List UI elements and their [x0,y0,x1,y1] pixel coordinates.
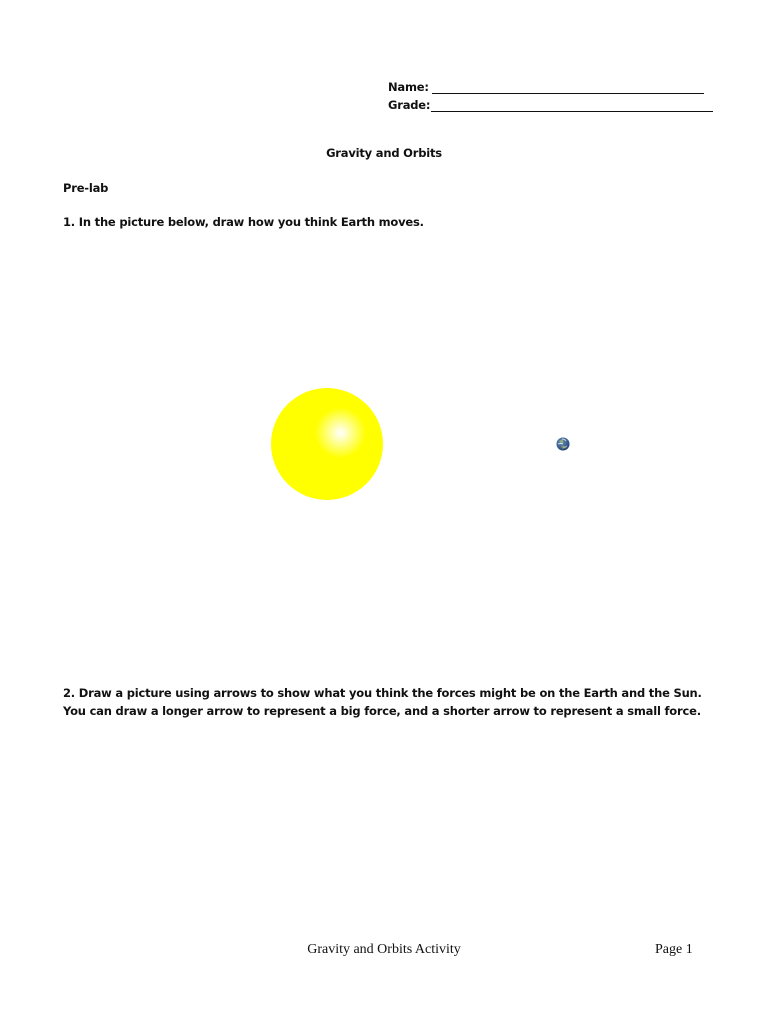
footer-title: Gravity and Orbits Activity [307,942,461,957]
question-1: 1. In the picture below, draw how you think Earth moves. [63,215,424,229]
footer-page-number: Page 1 [655,942,693,957]
question-2 [63,684,702,720]
earth [557,438,570,451]
earth-land-2 [561,446,566,449]
student-info-block [388,76,708,112]
name-row [388,76,708,94]
section-heading: Pre-lab [63,181,109,195]
sun [271,388,383,500]
document-title: Gravity and Orbits [326,146,442,160]
earth-ocean [557,438,570,451]
earth-land [559,440,563,444]
grade-field-line [431,98,713,112]
name-field-line [432,80,704,94]
question-2-line-2: You can draw a longer arrow to represent a big force, and a shorter arrow to represent a small force. [63,704,701,718]
name-label: Name: [388,80,429,94]
question-2-line-1: 2. Draw a picture using arrows to show what you think the forces might be on the Earth and the Sun. [63,686,702,700]
grade-label: Grade: [388,98,431,112]
earth-clouds [558,439,567,447]
grade-row [388,94,708,112]
